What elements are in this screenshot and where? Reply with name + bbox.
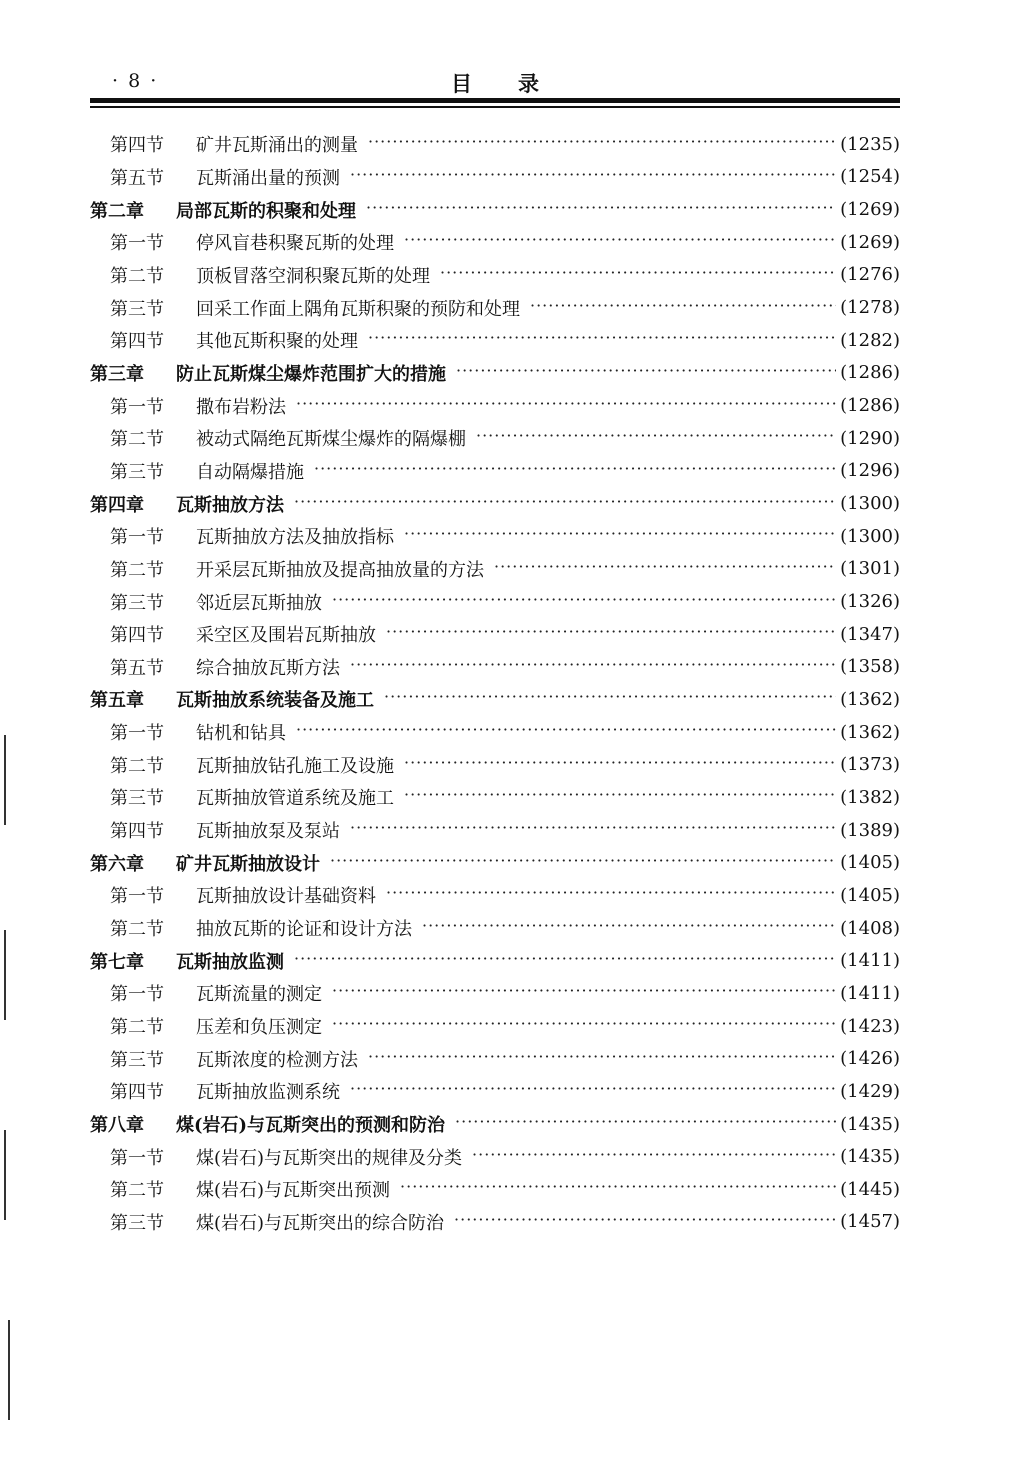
toc-entry-title: 局部瓦斯的积聚和处理 xyxy=(176,200,356,222)
toc-entry-page: (1254) xyxy=(840,166,900,188)
toc-entry-label: 第四节 xyxy=(110,625,164,647)
toc-entry-title: 煤(岩石)与瓦斯突出的规律及分类 xyxy=(196,1147,463,1169)
toc-section-row xyxy=(90,1010,900,1043)
toc-entry-title: 邻近层瓦斯抽放 xyxy=(196,592,322,614)
dot-leader xyxy=(366,200,836,220)
toc-entry-page: (1282) xyxy=(840,329,900,351)
toc-entry-label: 第八章 xyxy=(90,1115,144,1137)
toc-entry-title: 瓦斯抽放系统装备及施工 xyxy=(176,690,374,712)
toc-entry-label: 第三节 xyxy=(110,788,164,810)
header-rule-thick xyxy=(90,98,900,103)
dot-leader xyxy=(494,559,836,579)
toc-entry-label: 第三节 xyxy=(110,1212,164,1234)
toc-entry-title: 回采工作面上隅角瓦斯积聚的预防和处理 xyxy=(196,298,520,320)
toc-entry-page: (1405) xyxy=(840,852,900,874)
toc-chapter-row xyxy=(90,846,900,879)
toc-entry-page: (1382) xyxy=(840,786,900,808)
dot-leader xyxy=(330,853,836,873)
toc-entry-title: 煤(岩石)与瓦斯突出的综合防治 xyxy=(196,1212,445,1234)
toc-entry-label: 第二节 xyxy=(110,1017,164,1039)
dot-leader xyxy=(368,1049,836,1069)
toc-entry-page: (1278) xyxy=(840,297,900,319)
dot-leader xyxy=(350,820,836,840)
toc-entry-page: (1290) xyxy=(840,427,900,449)
dot-leader xyxy=(294,494,836,514)
toc-entry-label: 第一节 xyxy=(110,723,164,745)
toc-section-row xyxy=(90,422,900,455)
toc-entry-page: (1300) xyxy=(840,493,900,515)
toc-entry-label: 第一节 xyxy=(110,984,164,1006)
toc-section-row xyxy=(90,161,900,194)
toc-entry-page: (1411) xyxy=(840,950,900,972)
toc-entry-label: 第四章 xyxy=(90,494,144,516)
dot-leader xyxy=(294,951,836,971)
toc-chapter-row xyxy=(90,487,900,520)
toc-entry-label: 第一节 xyxy=(110,233,164,255)
toc-entry-page: (1435) xyxy=(840,1113,900,1135)
toc-section-row xyxy=(90,781,900,814)
toc-entry-label: 第二章 xyxy=(90,200,144,222)
toc-entry-title: 撒布岩粉法 xyxy=(196,396,286,418)
toc-entry-title: 抽放瓦斯的论证和设计方法 xyxy=(196,919,412,941)
dot-leader xyxy=(332,1016,836,1036)
dot-leader xyxy=(332,983,836,1003)
toc-entry-label: 第二节 xyxy=(110,265,164,287)
toc-entry-page: (1301) xyxy=(840,558,900,580)
toc-entry-title: 矿井瓦斯抽放设计 xyxy=(176,853,320,875)
toc-entry-title: 瓦斯浓度的检测方法 xyxy=(196,1049,358,1071)
toc-entry-page: (1429) xyxy=(840,1080,900,1102)
dot-leader xyxy=(404,232,836,252)
toc-entry-title: 瓦斯抽放方法及抽放指标 xyxy=(196,527,394,549)
toc-section-row xyxy=(90,1206,900,1239)
toc-entry-title: 煤(岩石)与瓦斯突出预测 xyxy=(196,1180,391,1202)
toc-entry-label: 第二节 xyxy=(110,919,164,941)
dot-leader xyxy=(400,1179,836,1199)
toc-entry-label: 第三章 xyxy=(90,363,144,385)
dot-leader xyxy=(332,592,836,612)
toc-section-row xyxy=(90,1140,900,1173)
toc-entry-title: 瓦斯流量的测定 xyxy=(196,984,322,1006)
toc-entry-page: (1358) xyxy=(840,656,900,678)
toc-entry-page: (1286) xyxy=(840,362,900,384)
toc-chapter-row xyxy=(90,944,900,977)
toc-entry-label: 第三节 xyxy=(110,461,164,483)
toc-section-row xyxy=(90,814,900,847)
toc-entry-label: 第五节 xyxy=(110,167,164,189)
dot-leader xyxy=(404,787,836,807)
toc-section-row xyxy=(90,389,900,422)
toc-entry-page: (1426) xyxy=(840,1048,900,1070)
toc-entry-label: 第三节 xyxy=(110,1049,164,1071)
toc-section-row xyxy=(90,618,900,651)
toc-entry-title: 采空区及围岩瓦斯抽放 xyxy=(196,625,376,647)
dot-leader xyxy=(530,298,836,318)
toc-entry-label: 第七章 xyxy=(90,951,144,973)
toc-entry-label: 第一节 xyxy=(110,527,164,549)
toc-entry-page: (1300) xyxy=(840,525,900,547)
toc-entry-title: 煤(岩石)与瓦斯突出的预测和防治 xyxy=(176,1115,446,1137)
margin-mark xyxy=(4,1130,6,1220)
margin-mark xyxy=(4,930,6,1020)
dot-leader xyxy=(368,134,836,154)
toc-entry-label: 第四节 xyxy=(110,135,164,157)
toc-entry-title: 瓦斯抽放监测系统 xyxy=(196,1082,340,1104)
table-of-contents xyxy=(90,128,900,1238)
dot-leader xyxy=(422,918,836,938)
toc-section-row xyxy=(90,226,900,259)
dot-leader xyxy=(368,330,836,350)
toc-entry-label: 第五节 xyxy=(110,657,164,679)
toc-entry-title: 自动隔爆措施 xyxy=(196,461,304,483)
toc-entry-page: (1362) xyxy=(840,688,900,710)
toc-chapter-row xyxy=(90,357,900,390)
toc-entry-title: 综合抽放瓦斯方法 xyxy=(196,657,340,679)
toc-section-row xyxy=(90,259,900,292)
toc-entry-title: 瓦斯抽放监测 xyxy=(176,951,284,973)
toc-entry-label: 第二节 xyxy=(110,1180,164,1202)
toc-entry-title: 瓦斯抽放泵及泵站 xyxy=(196,821,340,843)
toc-entry-title: 压差和负压测定 xyxy=(196,1017,322,1039)
page-title: 目录 xyxy=(451,71,585,96)
toc-entry-title: 其他瓦斯积聚的处理 xyxy=(196,331,358,353)
toc-entry-page: (1235) xyxy=(840,133,900,155)
dot-leader xyxy=(455,1114,836,1134)
dot-leader xyxy=(440,265,836,285)
toc-entry-page: (1269) xyxy=(840,231,900,253)
toc-section-row xyxy=(90,455,900,488)
toc-section-row xyxy=(90,1075,900,1108)
toc-section-row xyxy=(90,651,900,684)
toc-entry-title: 矿井瓦斯涌出的测量 xyxy=(196,135,358,157)
toc-entry-title: 瓦斯抽放管道系统及施工 xyxy=(196,788,394,810)
toc-entry-title: 停风盲巷积聚瓦斯的处理 xyxy=(196,233,394,255)
toc-entry-page: (1423) xyxy=(840,1015,900,1037)
dot-leader xyxy=(296,396,836,416)
toc-section-row xyxy=(90,291,900,324)
toc-section-row xyxy=(90,879,900,912)
dot-leader xyxy=(384,689,836,709)
toc-entry-title: 瓦斯抽放方法 xyxy=(176,494,284,516)
toc-entry-label: 第一节 xyxy=(110,1147,164,1169)
dot-leader xyxy=(350,1081,836,1101)
toc-entry-label: 第二节 xyxy=(110,559,164,581)
toc-entry-page: (1411) xyxy=(840,982,900,1004)
toc-section-row xyxy=(90,977,900,1010)
toc-entry-page: (1373) xyxy=(840,754,900,776)
toc-entry-title: 瓦斯涌出量的预测 xyxy=(196,167,340,189)
dot-leader xyxy=(386,624,836,644)
toc-entry-page: (1269) xyxy=(840,199,900,221)
toc-entry-page: (1445) xyxy=(840,1178,900,1200)
dot-leader xyxy=(404,755,836,775)
toc-entry-page: (1326) xyxy=(840,591,900,613)
toc-entry-title: 顶板冒落空洞积聚瓦斯的处理 xyxy=(196,265,430,287)
toc-entry-page: (1362) xyxy=(840,721,900,743)
margin-mark xyxy=(4,735,6,825)
toc-entry-page: (1296) xyxy=(840,460,900,482)
toc-entry-page: (1457) xyxy=(840,1211,900,1233)
dot-leader xyxy=(386,885,836,905)
toc-chapter-row xyxy=(90,1108,900,1141)
toc-entry-page: (1405) xyxy=(840,884,900,906)
dot-leader xyxy=(472,1147,836,1167)
dot-leader xyxy=(476,428,836,448)
toc-entry-label: 第三节 xyxy=(110,298,164,320)
toc-section-row xyxy=(90,716,900,749)
toc-entry-title: 被动式隔绝瓦斯煤尘爆炸的隔爆棚 xyxy=(196,429,466,451)
toc-chapter-row xyxy=(90,193,900,226)
dot-leader xyxy=(314,461,836,481)
toc-section-row xyxy=(90,128,900,161)
toc-entry-title: 钻机和钻具 xyxy=(196,723,286,745)
toc-entry-label: 第二节 xyxy=(110,429,164,451)
toc-section-row xyxy=(90,1173,900,1206)
toc-entry-title: 防止瓦斯煤尘爆炸范围扩大的措施 xyxy=(176,363,446,385)
dot-leader xyxy=(296,722,836,742)
toc-entry-title: 开采层瓦斯抽放及提高抽放量的方法 xyxy=(196,559,484,581)
dot-leader xyxy=(454,1212,836,1232)
toc-section-row xyxy=(90,553,900,586)
page-number: · 8 · xyxy=(112,70,159,92)
toc-entry-page: (1286) xyxy=(840,395,900,417)
toc-entry-title: 瓦斯抽放设计基础资料 xyxy=(196,886,376,908)
toc-entry-page: (1408) xyxy=(840,917,900,939)
toc-entry-label: 第五章 xyxy=(90,690,144,712)
toc-section-row xyxy=(90,520,900,553)
toc-entry-page: (1347) xyxy=(840,623,900,645)
toc-entry-label: 第四节 xyxy=(110,331,164,353)
toc-entry-label: 第六章 xyxy=(90,853,144,875)
toc-entry-label: 第三节 xyxy=(110,592,164,614)
dot-leader xyxy=(350,657,836,677)
dot-leader xyxy=(350,167,836,187)
toc-entry-label: 第一节 xyxy=(110,396,164,418)
toc-section-row xyxy=(90,324,900,357)
dot-leader xyxy=(404,526,836,546)
dot-leader xyxy=(456,363,836,383)
toc-entry-page: (1435) xyxy=(840,1146,900,1168)
toc-entry-page: (1389) xyxy=(840,819,900,841)
toc-entry-label: 第四节 xyxy=(110,821,164,843)
header-rule-thin xyxy=(90,106,900,108)
margin-mark xyxy=(8,1320,10,1420)
toc-entry-title: 瓦斯抽放钻孔施工及设施 xyxy=(196,755,394,777)
toc-chapter-row xyxy=(90,683,900,716)
toc-entry-page: (1276) xyxy=(840,264,900,286)
toc-entry-label: 第一节 xyxy=(110,886,164,908)
toc-entry-label: 第二节 xyxy=(110,755,164,777)
toc-section-row xyxy=(90,912,900,945)
toc-section-row xyxy=(90,1042,900,1075)
toc-section-row xyxy=(90,748,900,781)
toc-section-row xyxy=(90,585,900,618)
toc-entry-label: 第四节 xyxy=(110,1082,164,1104)
